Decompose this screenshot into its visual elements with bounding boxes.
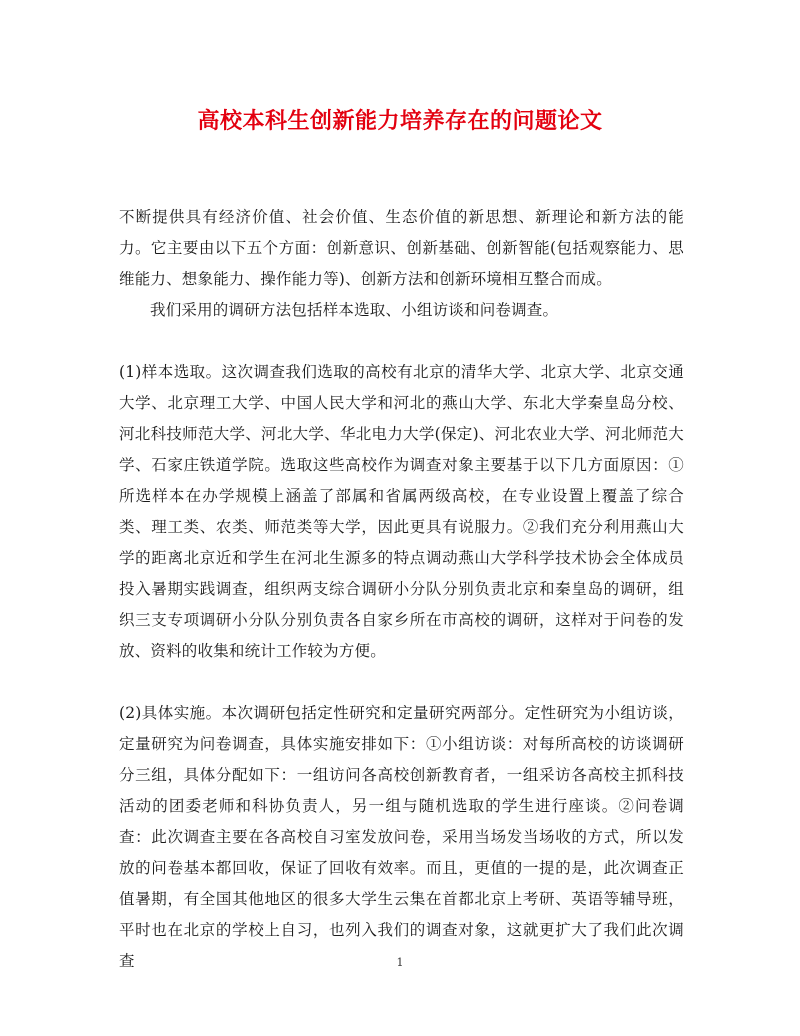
paragraph-sample-selection: (1)样本选取。这次调查我们选取的高校有北京的清华大学、北京大学、北京交通大学、北京理工大学、中国人民大学和河北的燕山大学、东北大学秦皇岛分校、河北科技师范大学、河北大学、华北电力大学(保定)、河北农业大学、河北师范大学、石家庄铁道学院。选取这些高校作为调查对象主要基于以下几方面原因：①所选样本在办学规模上涵盖了部属和省属两级高校，在专业设置上覆盖了综合类、理工类、农类、师范类等大学，因此更具有说服力。②我们充分利用燕山大学的距离北京近和学生在河北生源多的特点调动燕山大学科学技术协会全体成员投入暑期实践调查，组织两支综合调研小分队分别负责北京和秦皇岛的调研，组织三支专项调研小分队分别负责各自家乡所在市高校的调研，这样对于问卷的发放、资料的收集和统计工作较为方便。 [119,363,684,660]
document-title: 高校本科生创新能力培养存在的问题论文 [197,108,603,134]
paragraph-definition: 不断提供具有经济价值、社会价值、生态价值的新思想、新理论和新方法的能力。它主要由以下五个方面：创新意识、创新基础、创新智能(包括观察能力、思维能力、想象能力、操作能力等)、创新方法和创新环境相互整合而成。 [119,208,684,288]
paragraph-methods: 我们采用的调研方法包括样本选取、小组访谈和问卷调查。 [150,301,559,319]
page-number: 1 [396,956,404,969]
paragraph-implementation: (2)具体实施。本次调研包括定性研究和定量研究两部分。定性研究为小组访谈，定量研究为问卷调查，具体实施安排如下：①小组访谈：对每所高校的访谈调研分三组，具体分配如下：一组访问各高校创新教育者，一组采访各高校主抓科技活动的团委老师和科协负责人，另一组与随机选取的学生进行座谈。②问卷调查：此次调查主要在各高校自习室发放问卷，采用当场发当场收的方式，所以发放的问卷基本都回收，保证了回收有效率。而且，更值的一提的是，此次调查正值暑期，有全国其他地区的很多大学生云集在首都北京上考研、英语等辅导班，平时也在北京的学校上自习，也列入我们的调查对象，这就更扩大了我们此次调查 [119,704,684,970]
